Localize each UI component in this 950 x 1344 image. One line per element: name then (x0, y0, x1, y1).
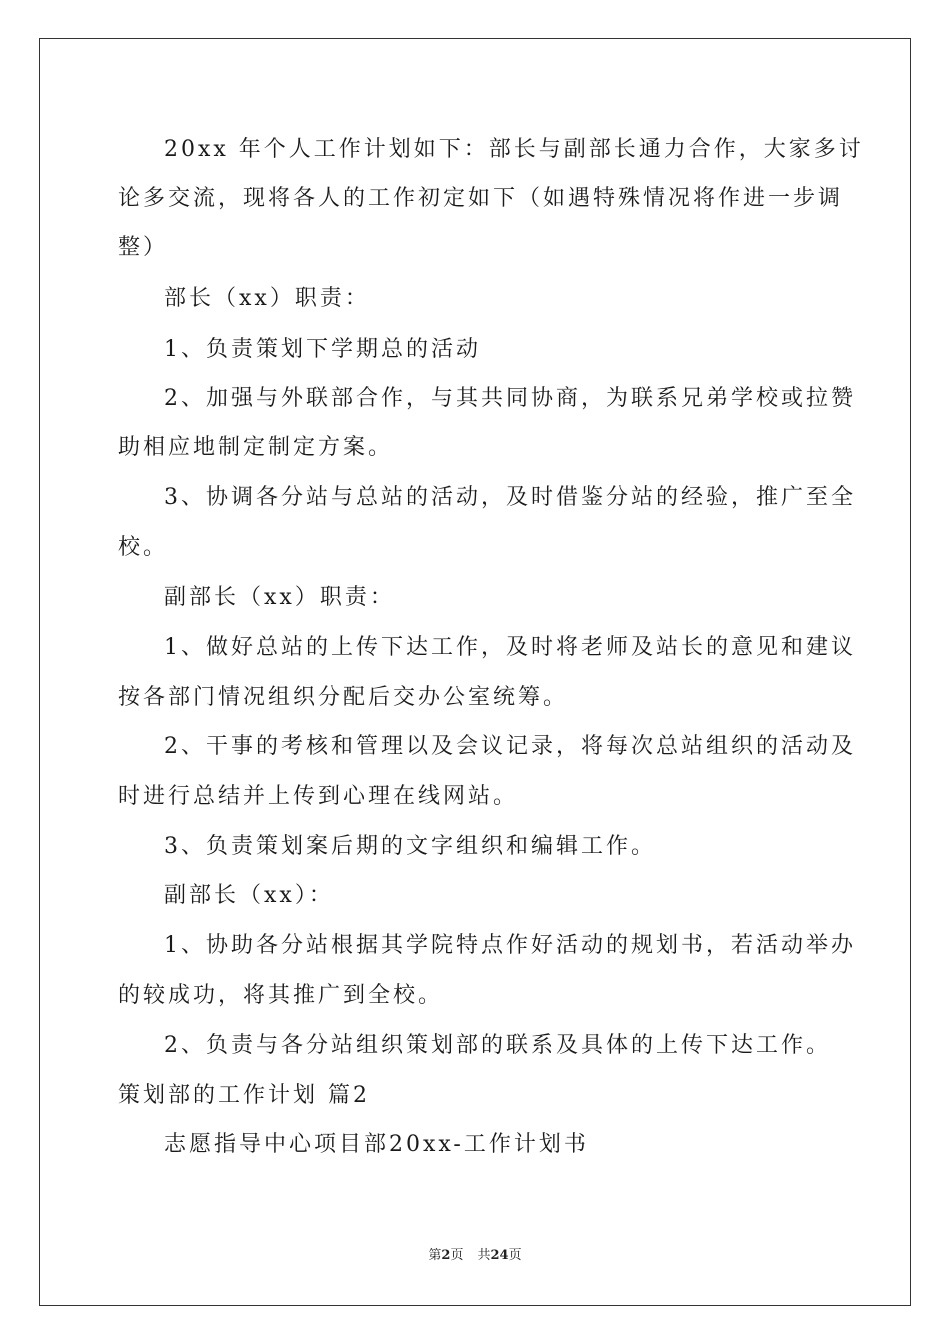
list-item: 3、负责策划案后期的文字组织和编辑工作。 (164, 834, 656, 859)
page-footer (0, 1247, 950, 1265)
paragraph-line: 论多交流，现将各人的工作初定如下（如遇特殊情况将作进一步调 (118, 186, 844, 211)
footer-page-suffix: 页 (450, 1248, 464, 1263)
list-item: 1、做好总站的上传下达工作，及时将老师及站长的意见和建议 (164, 635, 856, 660)
list-item-continuation: 的较成功，将其推广到全校。 (118, 983, 444, 1008)
paragraph-line: 20xx 年个人工作计划如下：部长与副部长通力合作，大家多讨 (164, 137, 864, 162)
list-item-continuation: 助相应地制定制定方案。 (118, 435, 394, 460)
footer-total-number: 24 (490, 1248, 509, 1263)
footer-total-suffix: 页 (508, 1248, 522, 1263)
list-item-continuation: 时进行总结并上传到心理在线网站。 (118, 784, 519, 809)
list-item: 1、负责策划下学期总的活动 (164, 337, 481, 362)
list-item: 1、协助各分站根据其学院特点作好活动的规划书，若活动举办 (164, 933, 856, 958)
document-title-line: 志愿指导中心项目部20xx-工作计划书 (164, 1132, 589, 1157)
list-item: 2、负责与各分站组织策划部的联系及具体的上传下达工作。 (164, 1033, 831, 1058)
list-item: 3、协调各分站与总站的活动，及时借鉴分站的经验，推广至全 (164, 485, 856, 510)
section-heading: 副部长（xx）职责： (164, 585, 395, 610)
section-heading: 部长（xx）职责： (164, 286, 370, 311)
list-item: 2、干事的考核和管理以及会议记录，将每次总站组织的活动及 (164, 734, 856, 759)
list-item: 2、加强与外联部合作，与其共同协商，为联系兄弟学校或拉赞 (164, 386, 856, 411)
paragraph-line: 整） (118, 235, 169, 260)
chapter-heading: 策划部的工作计划 篇2 (118, 1083, 370, 1108)
footer-page-prefix: 第 (428, 1248, 442, 1263)
section-heading: 副部长（xx）： (164, 883, 334, 908)
footer-total-prefix: 共 (477, 1248, 491, 1263)
footer-page-number: 2 (441, 1248, 451, 1263)
list-item-continuation: 校。 (118, 535, 169, 560)
list-item-continuation: 按各部门情况组织分配后交办公室统筹。 (118, 685, 569, 710)
